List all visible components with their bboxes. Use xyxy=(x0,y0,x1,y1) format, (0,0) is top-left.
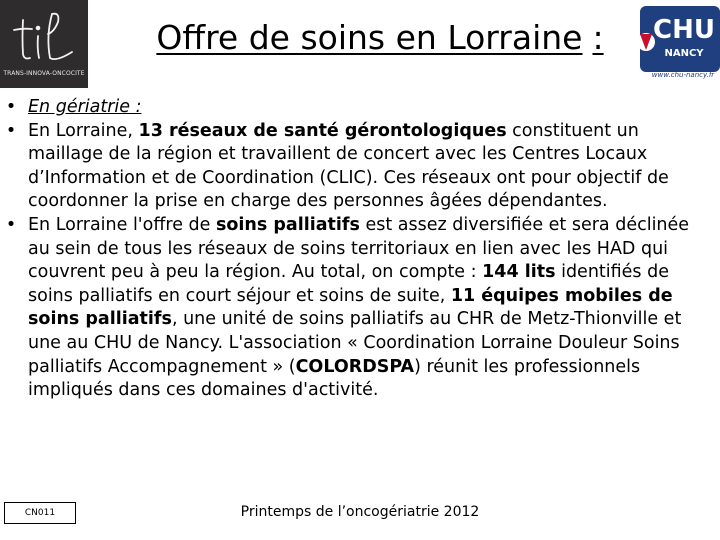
bullet-text: ) réunit les professionnels impliqués dans ces domaines d'activité. xyxy=(28,356,641,401)
slide-title-text: Offre de soins en Lorraine xyxy=(156,18,583,57)
bullet-text: constituent un maillage de la région et travaillent de concert avec les Centres Locaux d’Information et de Coordination (CLIC). Ces réseaux ont pour objectif de coordonner la prise en charge des personnes âgées dépendantes. xyxy=(28,120,669,212)
bullet-glyph: • xyxy=(5,214,17,235)
bullet-item xyxy=(5,96,708,120)
slide-code-box: CN011 xyxy=(4,502,76,524)
bullet-text-bold: 144 lits xyxy=(482,262,556,283)
bullet-item xyxy=(5,120,708,214)
slide-title xyxy=(120,18,640,58)
bullet-text: , une unité de soins palliatifs au CHR de Metz-Thionville et une au CHU de Nancy. L'association « Coordination Lorraine Douleur Soins palliatifs Accompagnement » ( xyxy=(28,309,682,377)
chu-nancy-emblem-icon xyxy=(636,4,720,74)
bullet-text-bold: 11 équipes mobiles de soins palliatifs xyxy=(28,285,673,330)
chu-nancy-logo xyxy=(636,0,720,88)
slide-title-colon: : xyxy=(592,18,604,57)
nancy-text: NANCY xyxy=(664,48,704,59)
bullet-text-bold: soins palliatifs xyxy=(215,214,360,235)
bullet-item xyxy=(5,214,708,403)
bullet-text-bold: COLORDSPA xyxy=(295,356,415,377)
slide-body xyxy=(5,96,708,403)
chu-text: CHU xyxy=(653,15,715,45)
bullet-heading-geriatrie: En gériatrie : xyxy=(28,97,142,117)
logo-left-caption: TRANS-INNOVA-ONCOCITE xyxy=(3,70,85,77)
bullet-text: est assez diversifiée et sera déclinée au sein de tous les réseaux de soins territoriaux en lien avec les HAD qui couvrent peu à peu la région. Au total, on compte : xyxy=(28,214,690,283)
bullet-glyph: • xyxy=(5,97,17,117)
trans-innova-oncocite-logo xyxy=(0,0,88,88)
bullet-text-bold: 13 réseaux de santé gérontologiques xyxy=(138,120,507,141)
footer-text: Printemps de l’oncogériatrie 2012 xyxy=(240,504,480,520)
bullet-text: identifiés de soins palliatifs en court séjour et soins de suite, xyxy=(28,262,669,306)
til-monogram-icon xyxy=(8,8,80,68)
bullet-text: En Lorraine l'offre de xyxy=(28,214,216,235)
chu-url: www.chu-nancy.fr xyxy=(651,71,715,79)
bullet-text: En Lorraine, xyxy=(28,120,139,141)
bullet-glyph: • xyxy=(5,120,17,141)
